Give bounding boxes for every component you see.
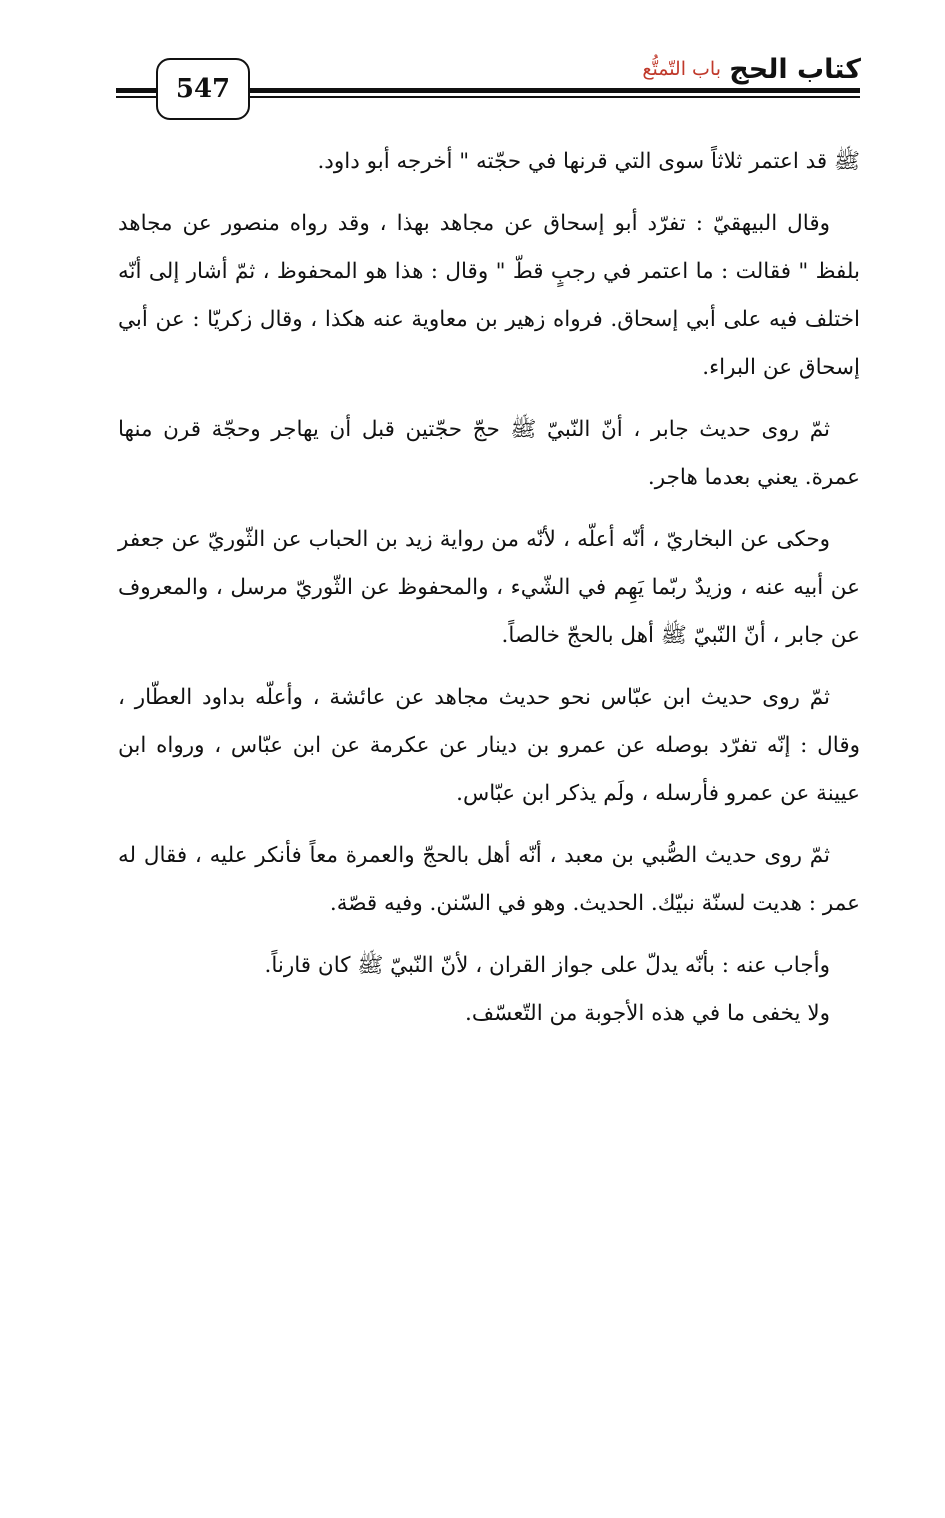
paragraph-4: وحكى عن البخاريّ ، أنّه أعلّه ، لأنّه من رواية زيد بن الحباب عن الثّوريّ عن جعفر عن أبيه عنه ، وزيدٌ ربّما يَهِم في الشّيء ، والمحفوظ عن الثّوريّ مرسل ، والمعروف عن جابر ، أنّ النّبيّ ﷺ أهل بالحجّ خالصاً.: [118, 527, 860, 648]
paragraph-8: ولا يخفى ما في هذه الأجوبة من التّعسّف.: [465, 1001, 830, 1026]
paragraph-5: ثمّ روى حديث ابن عبّاس نحو حديث مجاهد عن عائشة ، وأعلّه بداود العطّار ، وقال : إنّه تفرّد بوصله عن عمرو بن دينار عن عكرمة عن ابن عبّاس ، ورواه ابن عيينة عن عمرو فأرسله ، ولَم يذكر ابن عبّاس.: [118, 685, 860, 806]
body-text: [118, 138, 860, 1052]
paragraph-2: وقال البيهقيّ : تفرّد أبو إسحاق عن مجاهد بهذا ، وقد رواه منصور عن مجاهد بلفظ " فقالت : ما اعتمر في رجبٍ قطّ " وقال : هذا هو المحفوظ ، ثمّ أشار إلى أنّه اختلف فيه على أبي إسحاق. فرواه زهير بن معاوية عنه هكذا ، وقال زكريّا : عن أبي إسحاق عن البراء.: [118, 211, 860, 380]
chapter-title: باب التّمتُّع: [642, 58, 721, 80]
paragraph-3: ثمّ روى حديث جابر ، أنّ النّبيّ ﷺ حجّ حجّتين قبل أن يهاجر وحجّة قرن منها عمرة. يعني بعدما هاجر.: [118, 417, 860, 490]
paragraph-1: ﷺ قد اعتمر ثلاثاً سوى التي قرنها في حجّته " أخرجه أبو داود.: [317, 149, 860, 174]
book-title: كتاب الحج: [729, 54, 861, 85]
paragraph-7: وأجاب عنه : بأنّه يدلّ على جواز القران ، لأنّ النّبيّ ﷺ كان قارناً.: [264, 953, 830, 978]
page-number-box: [156, 58, 250, 120]
paragraph-6: ثمّ روى حديث الصُّبي بن معبد ، أنّه أهل بالحجّ والعمرة معاً فأنكر عليه ، فقال له عمر : هديت لسنّة نبيّك. الحديث. وهو في السّنن. وفيه قصّة.: [118, 843, 860, 916]
page-number: 547: [175, 74, 231, 104]
